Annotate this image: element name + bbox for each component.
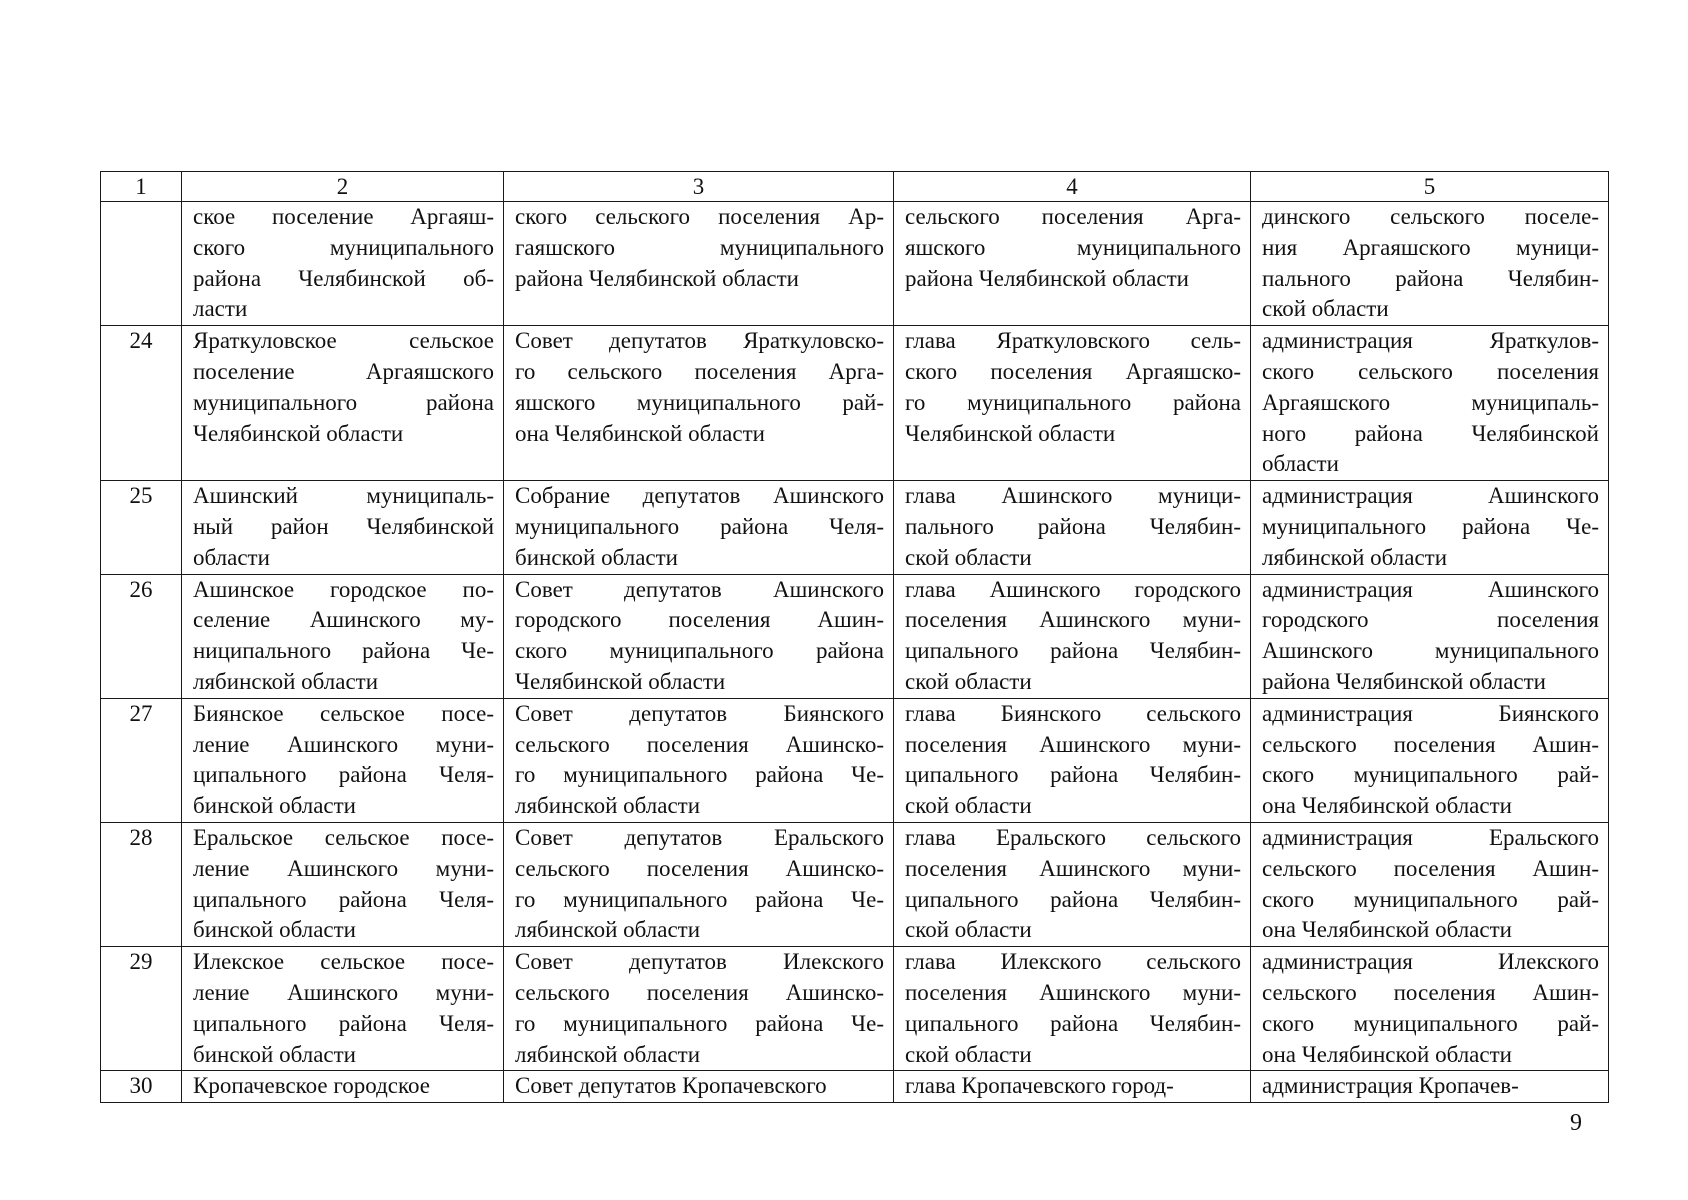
- settlement-name-cell: [182, 947, 504, 1071]
- cell-line: го сельского поселения Арга-: [515, 358, 884, 384]
- administration-cell: [1251, 698, 1609, 822]
- cell-line: она Челябинской области: [1262, 1041, 1512, 1067]
- cell-line: глава Илекского сельского: [905, 949, 1241, 975]
- settlement-name-cell: [182, 1071, 504, 1103]
- cell-line: го муниципального района: [905, 389, 1241, 415]
- cell-line: администрация Ашинского: [1262, 576, 1599, 602]
- representative-body-cell: [504, 202, 894, 326]
- column-header-3: 3: [504, 172, 894, 202]
- settlement-name-cell: [182, 822, 504, 946]
- table-row: [101, 481, 1609, 574]
- administration-cell: [1251, 326, 1609, 481]
- cell-line: Совет депутатов Биянского: [515, 700, 884, 726]
- cell-line: она Челябинской области: [1262, 793, 1512, 819]
- cell-line: Челябинской области: [515, 668, 726, 694]
- cell-line: ской области: [1262, 296, 1389, 322]
- table-row: [101, 698, 1609, 822]
- cell-line: Ашинский муниципаль-: [193, 483, 494, 509]
- cell-line: лябинской области: [515, 793, 701, 819]
- cell-line: лябинской области: [1262, 544, 1448, 570]
- table-row: [101, 574, 1609, 698]
- cell-line: сельского поселения Ашин-: [1262, 855, 1599, 881]
- representative-body-cell: [504, 947, 894, 1071]
- cell-line: яшского муниципального рай-: [515, 389, 884, 415]
- cell-line: администрация Еральского: [1262, 824, 1599, 850]
- row-number-cell: 25: [101, 481, 182, 574]
- administration-cell: [1251, 574, 1609, 698]
- column-header-5: 5: [1251, 172, 1609, 202]
- cell-line: Илекское сельское посе-: [193, 949, 494, 975]
- cell-line: ниципального района Че-: [193, 638, 494, 664]
- cell-line: поселение Аргаяшского: [193, 358, 494, 384]
- head-cell: [894, 822, 1251, 946]
- cell-line: глава Кропачевского город-: [905, 1073, 1174, 1099]
- table-row: [101, 202, 1609, 326]
- cell-line: ление Ашинского муни-: [193, 979, 494, 1005]
- head-cell: [894, 1071, 1251, 1103]
- cell-line: лябинской области: [193, 668, 379, 694]
- cell-line: бинской области: [193, 793, 356, 819]
- table-row: [101, 822, 1609, 946]
- cell-line: ципального района Челя-: [193, 762, 494, 788]
- row-number-cell: [101, 202, 182, 326]
- cell-line: ния Аргаяшского муници-: [1262, 234, 1599, 260]
- cell-line: Аргаяшского муниципаль-: [1262, 389, 1599, 415]
- cell-line: сельского поселения Ашин-: [1262, 979, 1599, 1005]
- page-number: 9: [1570, 1110, 1582, 1136]
- cell-line: поселения Ашинского муни-: [905, 731, 1241, 757]
- cell-line: сельского поселения Арга-: [905, 204, 1241, 229]
- cell-line: Кропачевское городское: [193, 1073, 430, 1099]
- cell-line: го муниципального района Че-: [515, 1010, 884, 1036]
- row-number-cell: 29: [101, 947, 182, 1071]
- cell-line: администрация Илекского: [1262, 949, 1599, 975]
- cell-line: ское поселение Аргаяш-: [193, 204, 494, 229]
- cell-line: она Челябинской области: [515, 420, 765, 446]
- settlement-name-cell: [182, 202, 504, 326]
- head-cell: [894, 574, 1251, 698]
- cell-line: ный район Челябинской: [193, 513, 494, 539]
- cell-line: ципального района Челя-: [193, 886, 494, 912]
- cell-line: Челябинской области: [905, 420, 1116, 446]
- administration-cell: [1251, 822, 1609, 946]
- cell-line: поселения Ашинского муни-: [905, 855, 1241, 881]
- cell-line: Еральское сельское посе-: [193, 824, 494, 850]
- cell-line: она Челябинской области: [1262, 917, 1512, 943]
- cell-line: ного района Челябинской: [1262, 420, 1599, 446]
- cell-line: селение Ашинского му-: [193, 607, 494, 633]
- cell-line: Биянское сельское посе-: [193, 700, 494, 726]
- table-row: [101, 326, 1609, 481]
- cell-line: области: [1262, 451, 1339, 477]
- cell-line: ципального района Челябин-: [905, 886, 1241, 912]
- cell-line: администрация Кропачев-: [1262, 1073, 1519, 1099]
- cell-line: ского муниципального рай-: [1262, 762, 1599, 788]
- cell-line: ципального района Челябин-: [905, 638, 1241, 664]
- cell-line: ласти: [193, 296, 248, 322]
- column-header-4: 4: [894, 172, 1251, 202]
- cell-line: бинской области: [515, 544, 678, 570]
- administration-cell: [1251, 481, 1609, 574]
- row-number-cell: 24: [101, 326, 182, 481]
- row-number-cell: 26: [101, 574, 182, 698]
- cell-line: бинской области: [193, 1041, 356, 1067]
- cell-line: ской области: [905, 917, 1032, 943]
- cell-line: области: [193, 544, 270, 570]
- cell-line: городского поселения Ашин-: [515, 607, 884, 633]
- head-cell: [894, 698, 1251, 822]
- cell-line: Совет депутатов Яраткуловско-: [515, 328, 884, 354]
- cell-line: сельского поселения Ашинско-: [515, 731, 884, 757]
- head-cell: [894, 326, 1251, 481]
- cell-line: Яраткуловское сельское: [193, 328, 494, 354]
- document-table: [100, 171, 1609, 1103]
- cell-line: Ашинское городское по-: [193, 576, 494, 602]
- cell-line: Ашинского муниципального: [1262, 638, 1599, 664]
- cell-line: ского муниципального рай-: [1262, 1010, 1599, 1036]
- cell-line: администрация Биянского: [1262, 700, 1599, 726]
- representative-body-cell: [504, 481, 894, 574]
- cell-line: глава Ашинского городского: [905, 576, 1241, 602]
- table-header-row: [101, 172, 1609, 202]
- cell-line: администрация Яраткулов-: [1262, 328, 1599, 354]
- representative-body-cell: [504, 822, 894, 946]
- cell-line: глава Биянского сельского: [905, 700, 1241, 726]
- cell-line: Собрание депутатов Ашинского: [515, 483, 884, 509]
- cell-line: гаяшского муниципального: [515, 234, 884, 260]
- settlement-name-cell: [182, 326, 504, 481]
- cell-line: Совет депутатов Ашинского: [515, 576, 884, 602]
- cell-line: ципального района Челябин-: [905, 1010, 1241, 1036]
- cell-line: яшского муниципального: [905, 234, 1241, 260]
- column-header-1: 1: [101, 172, 182, 202]
- cell-line: муниципального района Челя-: [515, 513, 884, 539]
- cell-line: ление Ашинского муни-: [193, 855, 494, 881]
- cell-line: ской области: [905, 668, 1032, 694]
- row-number-cell: 30: [101, 1071, 182, 1103]
- cell-line: сельского поселения Ашинско-: [515, 855, 884, 881]
- cell-line: глава Яраткуловского сель-: [905, 328, 1241, 354]
- cell-line: сельского поселения Ашинско-: [515, 979, 884, 1005]
- representative-body-cell: [504, 698, 894, 822]
- cell-line: ского муниципального рай-: [1262, 886, 1599, 912]
- cell-line: ской области: [905, 793, 1032, 819]
- cell-line: ского сельского поселения Ар-: [515, 204, 884, 229]
- cell-line: городского поселения: [1262, 607, 1599, 633]
- cell-line: лябинской области: [515, 917, 701, 943]
- administration-cell: [1251, 1071, 1609, 1103]
- cell-line: сельского поселения Ашин-: [1262, 731, 1599, 757]
- cell-line: района Челябинской области: [515, 265, 799, 291]
- settlement-name-cell: [182, 574, 504, 698]
- cell-line: ского сельского поселения: [1262, 358, 1599, 384]
- cell-line: Совет депутатов Еральского: [515, 824, 884, 850]
- cell-line: ление Ашинского муни-: [193, 731, 494, 757]
- cell-line: района Челябинской области: [1262, 668, 1546, 694]
- cell-line: Челябинской области: [193, 420, 404, 446]
- cell-line: администрация Ашинского: [1262, 483, 1599, 509]
- representative-body-cell: [504, 574, 894, 698]
- cell-line: лябинской области: [515, 1041, 701, 1067]
- head-cell: [894, 202, 1251, 326]
- cell-line: муниципального района: [193, 389, 494, 415]
- table-row: [101, 947, 1609, 1071]
- cell-line: ского муниципального: [193, 234, 494, 260]
- cell-line: ского поселения Аргаяшско-: [905, 358, 1241, 384]
- column-header-2: 2: [182, 172, 504, 202]
- head-cell: [894, 947, 1251, 1071]
- head-cell: [894, 481, 1251, 574]
- administration-cell: [1251, 947, 1609, 1071]
- cell-line: пального района Челябин-: [1262, 265, 1599, 291]
- cell-line: муниципального района Че-: [1262, 513, 1599, 539]
- row-number-cell: 28: [101, 822, 182, 946]
- representative-body-cell: [504, 326, 894, 481]
- cell-line: поселения Ашинского муни-: [905, 607, 1241, 633]
- cell-line: динского сельского поселе-: [1262, 204, 1599, 229]
- representative-body-cell: [504, 1071, 894, 1103]
- cell-line: ской области: [905, 1041, 1032, 1067]
- cell-line: ципального района Челя-: [193, 1010, 494, 1036]
- cell-line: района Челябинской области: [905, 265, 1189, 291]
- cell-line: Совет депутатов Кропачевского: [515, 1073, 827, 1099]
- settlement-name-cell: [182, 481, 504, 574]
- cell-line: го муниципального района Че-: [515, 762, 884, 788]
- cell-line: глава Ашинского муници-: [905, 483, 1241, 509]
- administration-cell: [1251, 202, 1609, 326]
- cell-line: бинской области: [193, 917, 356, 943]
- cell-line: ципального района Челябин-: [905, 762, 1241, 788]
- table-row: [101, 1071, 1609, 1103]
- cell-line: глава Еральского сельского: [905, 824, 1241, 850]
- cell-line: района Челябинской об-: [193, 265, 494, 291]
- cell-line: пального района Челябин-: [905, 513, 1241, 539]
- cell-line: ского муниципального района: [515, 638, 884, 664]
- cell-line: Совет депутатов Илекского: [515, 949, 884, 975]
- cell-line: ской области: [905, 544, 1032, 570]
- row-number-cell: 27: [101, 698, 182, 822]
- cell-line: го муниципального района Че-: [515, 886, 884, 912]
- cell-line: поселения Ашинского муни-: [905, 979, 1241, 1005]
- settlement-name-cell: [182, 698, 504, 822]
